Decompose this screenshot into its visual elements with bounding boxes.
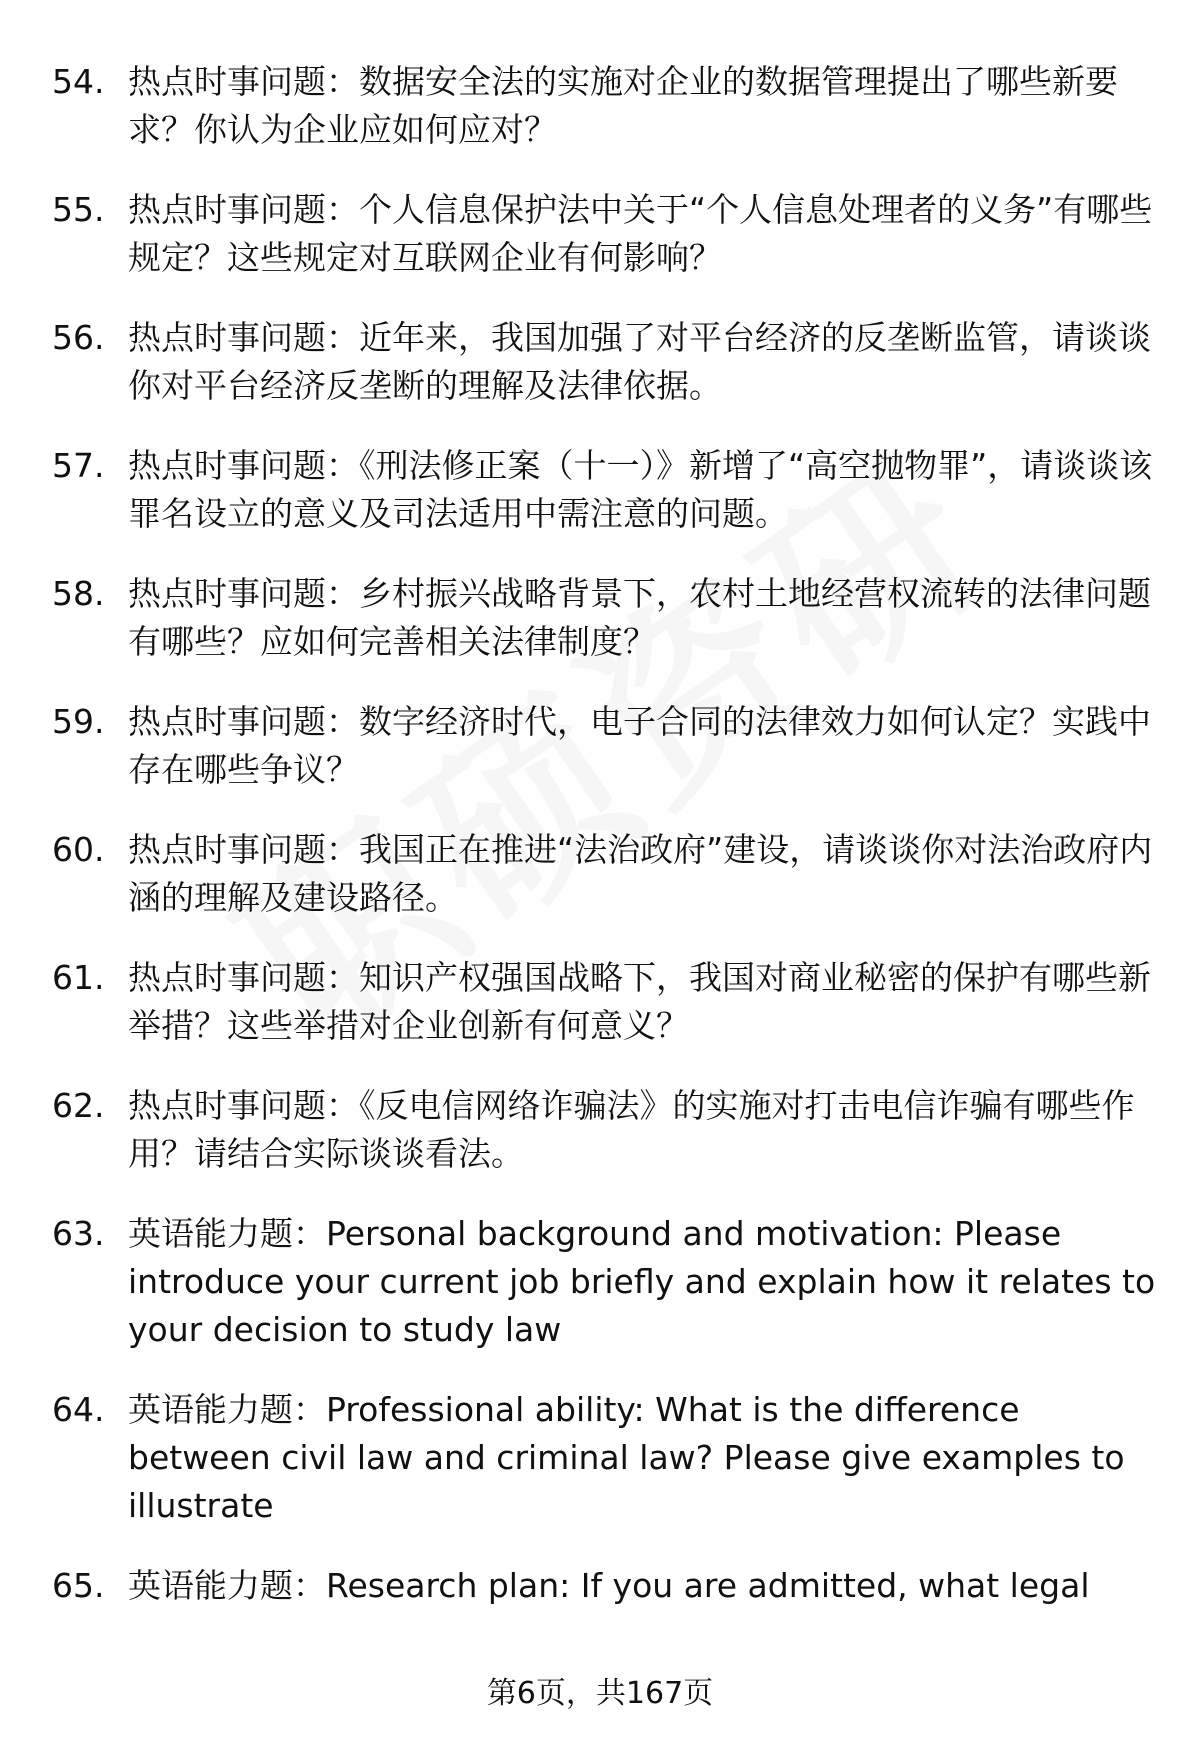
question-item: [0, 1082, 1200, 1178]
question-item: [0, 570, 1200, 666]
question-text: 英语能力题：Personal background and motivation: Please introduce your current job briefly and explain how it relates to your decision to study law: [128, 1214, 1156, 1349]
question-item: [0, 954, 1200, 1050]
question-text: 热点时事问题：乡村振兴战略背景下，农村土地经营权流转的法律问题有哪些？应如何完善相关法律制度？: [128, 574, 1151, 661]
question-item: [0, 1386, 1200, 1530]
question-text: 英语能力题：Research plan: If you are admitted, what legal: [128, 1566, 1090, 1605]
question-text: 热点时事问题：《刑法修正案（十一）》新增了“高空抛物罪”，请谈谈该罪名设立的意义及司法适用中需注意的问题。: [128, 446, 1153, 533]
question-item: [0, 698, 1200, 794]
question-number: 54.: [52, 62, 105, 101]
question-list: [0, 58, 1200, 1642]
question-number: 61.: [52, 958, 105, 997]
question-number: 58.: [52, 574, 105, 613]
question-text: 英语能力题：Professional ability: What is the difference between civil law and criminal law? Please give examples to illustrate: [128, 1390, 1125, 1525]
question-number: 59.: [52, 702, 105, 741]
question-text: 热点时事问题：数据安全法的实施对企业的数据管理提出了哪些新要求？你认为企业应如何应对？: [128, 62, 1118, 149]
question-item: [0, 186, 1200, 282]
question-number: 63.: [52, 1214, 105, 1253]
question-text: 热点时事问题：个人信息保护法中关于“个人信息处理者的义务”有哪些规定？这些规定对互联网企业有何影响？: [128, 190, 1153, 277]
question-number: 56.: [52, 318, 105, 357]
question-item: [0, 58, 1200, 154]
page-footer: 第6页，共167页: [486, 1676, 714, 1711]
question-number: 55.: [52, 190, 105, 229]
question-item: [0, 442, 1200, 538]
question-item: [0, 826, 1200, 922]
question-text: 热点时事问题：近年来，我国加强了对平台经济的反垄断监管，请谈谈你对平台经济反垄断的理解及法律依据。: [128, 318, 1151, 405]
question-number: 57.: [52, 446, 105, 485]
question-text: 热点时事问题：我国正在推进“法治政府”建设，请谈谈你对法治政府内涵的理解及建设路径。: [128, 830, 1153, 917]
question-text: 热点时事问题：《反电信网络诈骗法》的实施对打击电信诈骗有哪些作用？请结合实际谈谈看法。: [128, 1086, 1135, 1173]
question-text: 热点时事问题：知识产权强国战略下，我国对商业秘密的保护有哪些新举措？这些举措对企业创新有何意义？: [128, 958, 1151, 1045]
question-number: 62.: [52, 1086, 105, 1125]
question-item: [0, 1210, 1200, 1354]
question-number: 64.: [52, 1390, 105, 1429]
question-text: 热点时事问题：数字经济时代，电子合同的法律效力如何认定？实践中存在哪些争议？: [128, 702, 1151, 789]
question-number: 65.: [52, 1566, 105, 1605]
question-item: [0, 314, 1200, 410]
question-number: 60.: [52, 830, 105, 869]
question-item: [0, 1562, 1200, 1610]
